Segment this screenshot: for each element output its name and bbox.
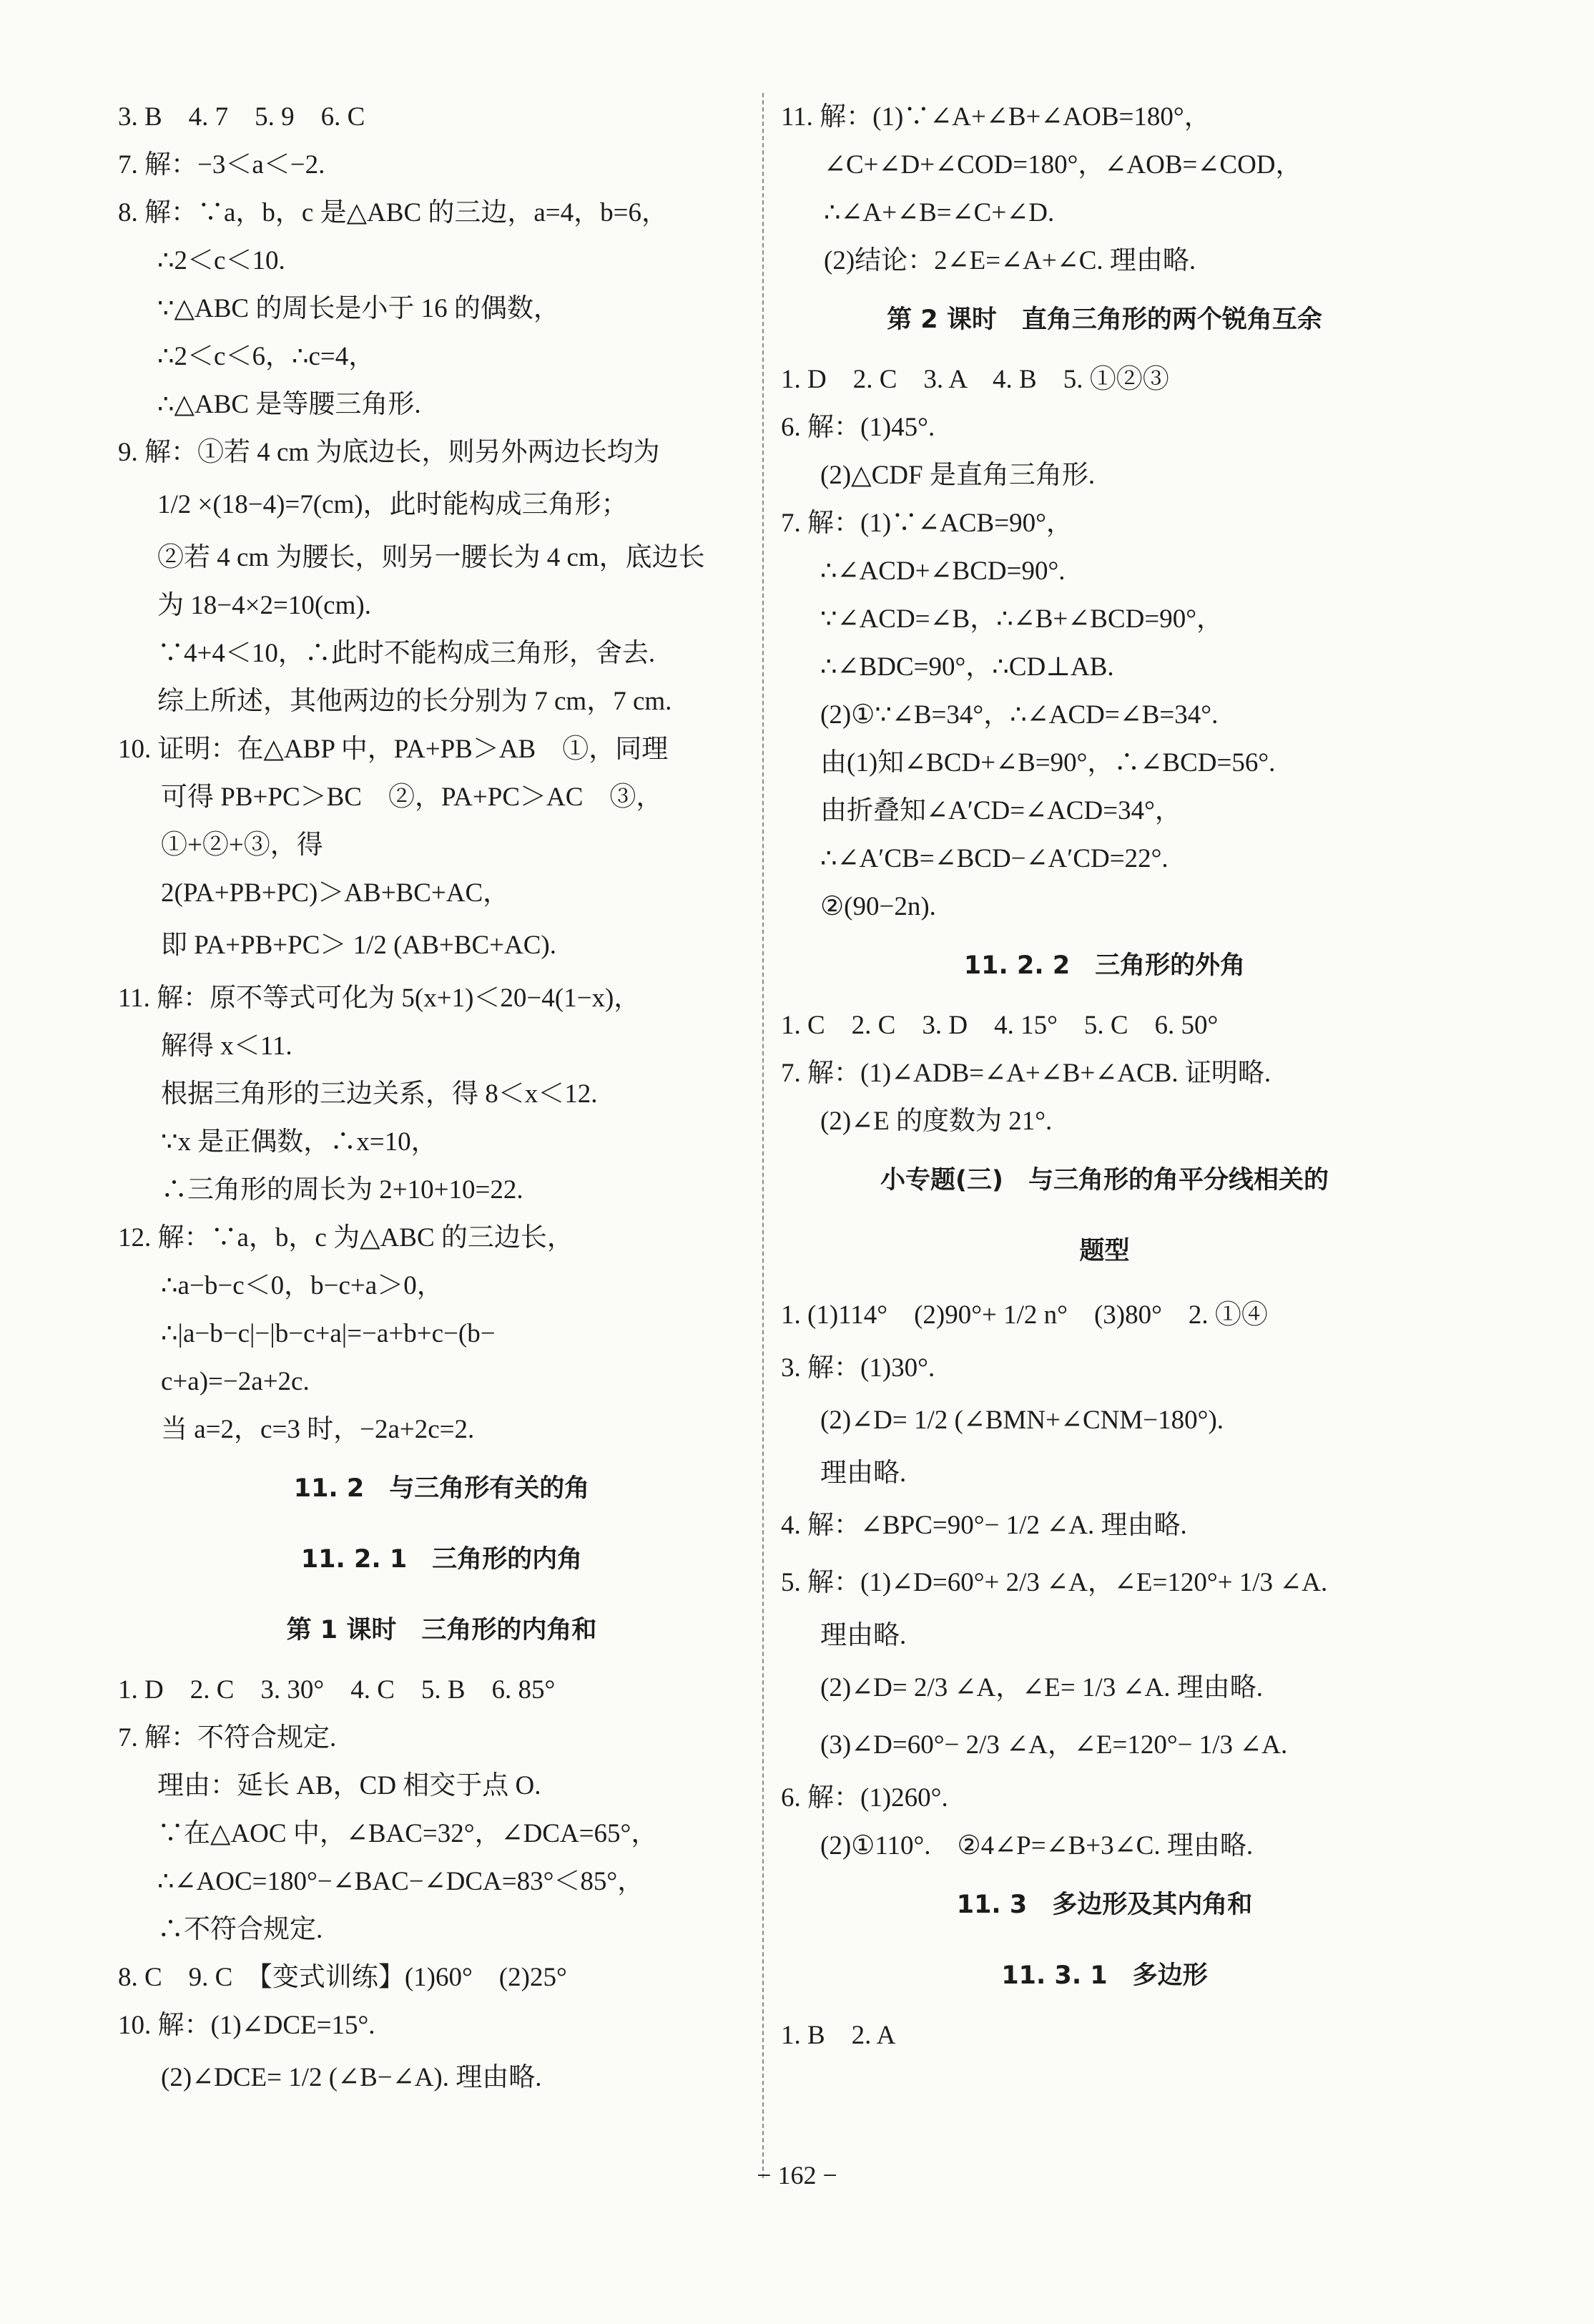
answer-line: 综上所述，其他两边的长分别为 7 cm，7 cm.	[157, 687, 672, 716]
answer-line: 8. C 9. C 【变式训练】(1)60° (2)25°	[118, 1963, 567, 1992]
answer-line: (2)∠DCE= 1/2 (∠B−∠A). 理由略.	[161, 2063, 542, 2092]
answer-line: ∴∠A+∠B=∠C+∠D.	[824, 198, 1055, 227]
answer-line: 7. 解：(1)∠ADB=∠A+∠B+∠ACB. 证明略.	[781, 1059, 1271, 1088]
answer-line: ∴∠A′CB=∠BCD−∠A′CD=22°.	[820, 844, 1169, 873]
answer-line: ∴|a−b−c|−|b−c+a|=−a+b+c−(b−	[161, 1319, 496, 1348]
section-heading: 第 2 课时 直角三角形的两个锐角互余	[887, 305, 1322, 334]
answer-line: 9. 解：①若 4 cm 为底边长，则另外两边长均为	[118, 438, 660, 467]
answer-line: ∴a−b−c＜0，b−c+a＞0，	[161, 1271, 443, 1300]
column-divider	[762, 93, 764, 2178]
answer-line: 7. 解：(1)∵∠ACB=90°，	[781, 509, 1073, 538]
answer-line: 当 a=2，c=3 时，−2a+2c=2.	[161, 1415, 475, 1444]
answer-line: 3. B 4. 7 5. 9 6. C	[118, 102, 365, 132]
answer-line: ∴三角形的周长为 2+10+10=22.	[161, 1175, 523, 1205]
answer-line: (2)△CDF 是直角三角形.	[820, 461, 1096, 490]
answer-line: 1. C 2. C 3. D 4. 15° 5. C 6. 50°	[781, 1011, 1219, 1040]
answer-line: 1. D 2. C 3. A 4. B 5. ①②③	[781, 365, 1169, 394]
answer-line: 由(1)知∠BCD+∠B=90°，∴∠BCD=56°.	[820, 748, 1276, 778]
answer-line: (2)①∵∠B=34°，∴∠ACD=∠B=34°.	[820, 700, 1219, 730]
answer-line: 理由：延长 AB，CD 相交于点 O.	[157, 1771, 541, 1800]
section-heading: 11. 2. 1 三角形的内角	[300, 1545, 583, 1574]
section-heading: 题型	[1079, 1237, 1130, 1265]
answer-line: 由折叠知∠A′CD=∠ACD=34°，	[820, 796, 1181, 825]
answer-line: ①+②+③，得	[161, 830, 323, 860]
answer-line: ∠C+∠D+∠COD=180°，∠AOB=∠COD，	[824, 150, 1302, 180]
answer-line: ∵在△AOC 中，∠BAC=32°，∠DCA=65°，	[157, 1819, 658, 1848]
answer-line: ∴2＜c＜10.	[157, 246, 285, 275]
answer-line: (2)①110°. ②4∠P=∠B+3∠C. 理由略.	[820, 1831, 1254, 1860]
answer-line: 解得 x＜11.	[161, 1031, 292, 1061]
section-heading: 11. 3. 1 多边形	[1001, 1961, 1208, 1990]
answer-line: 11. 解：(1)∵∠A+∠B+∠AOB=180°，	[781, 102, 1211, 132]
answer-line: ∴∠AOC=180°−∠BAC−∠DCA=83°＜85°，	[157, 1867, 644, 1896]
answer-line: 10. 解：(1)∠DCE=15°.	[118, 2011, 375, 2040]
answer-line: 7. 解：−3＜a＜−2.	[118, 150, 325, 180]
answer-line: (2)∠E 的度数为 21°.	[820, 1107, 1053, 1136]
answer-line: 1. B 2. A	[781, 2021, 896, 2050]
answer-line: 10. 证明：在△ABP 中，PA+PB＞AB ①，同理	[118, 735, 669, 764]
answer-line: c+a)=−2a+2c.	[161, 1367, 310, 1396]
answer-line: ∴∠BDC=90°，∴CD⊥AB.	[820, 652, 1114, 682]
section-heading: 第 1 课时 三角形的内角和	[286, 1616, 597, 1644]
answer-line: 1. (1)114° (2)90°+ 1/2 n° (3)80° 2. ①④	[781, 1300, 1268, 1330]
page-number: − 162 −	[757, 2161, 837, 2190]
answer-line: (3)∠D=60°− 2/3 ∠A，∠E=120°− 1/3 ∠A.	[820, 1730, 1288, 1760]
left-column	[118, 93, 765, 2107]
answer-line: ②(90−2n).	[820, 892, 936, 921]
answer-line: 6. 解：(1)45°.	[781, 413, 935, 442]
answer-line: 6. 解：(1)260°.	[781, 1783, 948, 1813]
answer-line: 5. 解：(1)∠D=60°+ 2/3 ∠A，∠E=120°+ 1/3 ∠A.	[781, 1568, 1328, 1597]
answer-line: 4. 解：∠BPC=90°− 1/2 ∠A. 理由略.	[781, 1511, 1187, 1540]
answer-line: (2)∠D= 2/3 ∠A，∠E= 1/3 ∠A. 理由略.	[820, 1673, 1263, 1702]
answer-line: ∵x 是正偶数，∴x=10，	[161, 1127, 438, 1157]
section-heading: 小专题(三) 与三角形的角平分线相关的	[880, 1166, 1329, 1195]
answer-line: 理由略.	[820, 1621, 907, 1650]
right-column	[781, 93, 1428, 2059]
answer-line: 3. 解：(1)30°.	[781, 1353, 935, 1383]
answer-line: 可得 PB+PC＞BC ②，PA+PC＞AC ③，	[161, 783, 663, 812]
answer-line: 12. 解：∵a，b，c 为△ABC 的三边长，	[118, 1223, 574, 1252]
answer-line: ∴2＜c＜6，∴c=4，	[157, 342, 375, 371]
answer-line: ∴△ABC 是等腰三角形.	[157, 390, 421, 419]
answer-line: 即 PA+PB+PC＞ 1/2 (AB+BC+AC).	[161, 931, 556, 960]
answer-line: ∵∠ACD=∠B，∴∠B+∠BCD=90°，	[820, 604, 1224, 634]
answer-line: 11. 解：原不等式可化为 5(x+1)＜20−4(1−x)，	[118, 984, 641, 1013]
answer-line: 7. 解：不符合规定.	[118, 1723, 337, 1752]
answer-line: 1. D 2. C 3. 30° 4. C 5. B 6. 85°	[118, 1675, 556, 1705]
answer-line: 为 18−4×2=10(cm).	[157, 591, 371, 620]
answer-line: ∵4+4＜10，∴此时不能构成三角形，舍去.	[157, 639, 656, 668]
answer-line: (2)结论：2∠E=∠A+∠C. 理由略.	[824, 246, 1196, 275]
answer-line: 1/2 ×(18−4)=7(cm)，此时能构成三角形；	[157, 490, 628, 519]
answer-line: 8. 解：∵a，b，c 是△ABC 的三边，a=4，b=6，	[118, 198, 669, 227]
answer-line: (2)∠D= 1/2 (∠BMN+∠CNM−180°).	[820, 1406, 1224, 1435]
section-heading: 11. 3 多边形及其内角和	[956, 1891, 1253, 1919]
section-heading: 11. 2 与三角形有关的角	[293, 1474, 590, 1503]
answer-line: 理由略.	[820, 1458, 907, 1488]
section-heading: 11. 2. 2 三角形的外角	[963, 951, 1246, 980]
answer-line: 2(PA+PB+PC)＞AB+BC+AC，	[161, 878, 510, 908]
answer-line: ∴∠ACD+∠BCD=90°.	[820, 557, 1066, 586]
answer-line: 根据三角形的三边关系，得 8＜x＜12.	[161, 1079, 598, 1109]
answer-line: ∵△ABC 的周长是小于 16 的偶数，	[157, 294, 560, 323]
answer-line: ②若 4 cm 为腰长，则另一腰长为 4 cm，底边长	[157, 543, 705, 572]
answer-line: ∴不符合规定.	[157, 1915, 323, 1944]
